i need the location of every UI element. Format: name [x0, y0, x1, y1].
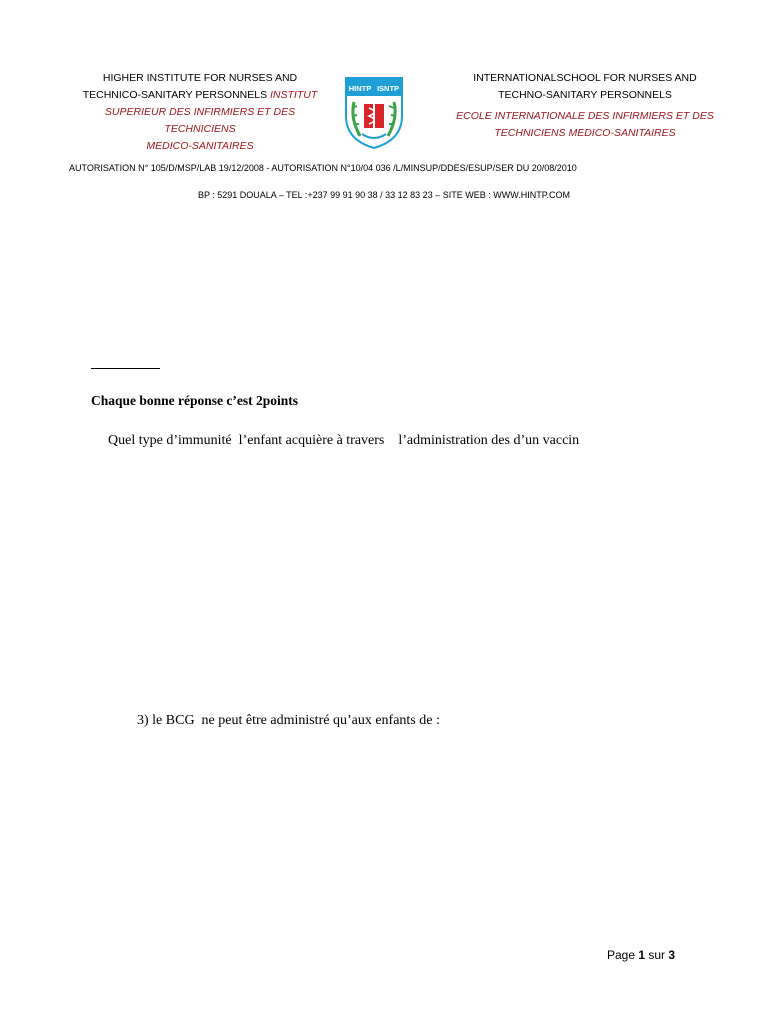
header-left-block: [70, 70, 330, 155]
question-3: 3) le BCG ne peut être administré qu’aux enfants de :: [137, 713, 440, 728]
question-1: Quel type d’immunité l’enfant acquière à travers l’administration des d’un vaccin: [108, 433, 580, 448]
header-left-english-2: TECHNICO-SANITARY PERSONNELS: [82, 89, 268, 101]
school-crest-icon: [340, 72, 408, 150]
header-right-french-2: TECHNICIENS MEDICO-SANITAIRES: [494, 127, 676, 139]
page-of-word: sur: [645, 948, 669, 962]
authorisation-line: AUTORISATION N° 105/D/MSP/LAB 19/12/2008 - AUTORISATION N°10/04 036 /L/MINSUP/DDES/ESUP/SER DU 20/08/2010: [69, 163, 577, 173]
school-logo: [340, 72, 408, 150]
header-right-english-1: INTERNATIONALSCHOOL FOR NURSES AND: [473, 72, 697, 84]
header-right-french-1: ECOLE INTERNATIONALE DES INFIRMIERS ET DES: [456, 110, 714, 122]
header-left-french-1: INSTITUT: [270, 89, 318, 101]
instruction-text: Chaque bonne réponse c’est 2points: [91, 393, 299, 408]
logo-right-text: ISNTP: [376, 84, 400, 93]
header-left-line-2: [70, 87, 330, 104]
header-right-english-2: TECHNO-SANITARY PERSONNELS: [498, 89, 672, 101]
contact-line: BP : 5291 DOUALA – TEL :+237 99 91 90 38 / 33 12 83 23 – SITE WEB : WWW.HINTP.COM: [197, 190, 571, 200]
header-right-block: [455, 70, 715, 142]
page-number: 1: [638, 948, 646, 962]
page-word: Page: [607, 948, 639, 962]
header-left-french-2: SUPERIEUR DES INFIRMIERS ET DES TECHNICIENS: [104, 106, 296, 135]
header-left-french-3: MEDICO-SANITAIRES: [146, 140, 254, 152]
page-indicator: [607, 948, 675, 962]
section-rule: [91, 368, 160, 369]
page-total: 3: [668, 948, 676, 962]
logo-left-text: HINTP: [348, 84, 372, 93]
header-left-english-1: HIGHER INSTITUTE FOR NURSES AND: [102, 72, 298, 84]
